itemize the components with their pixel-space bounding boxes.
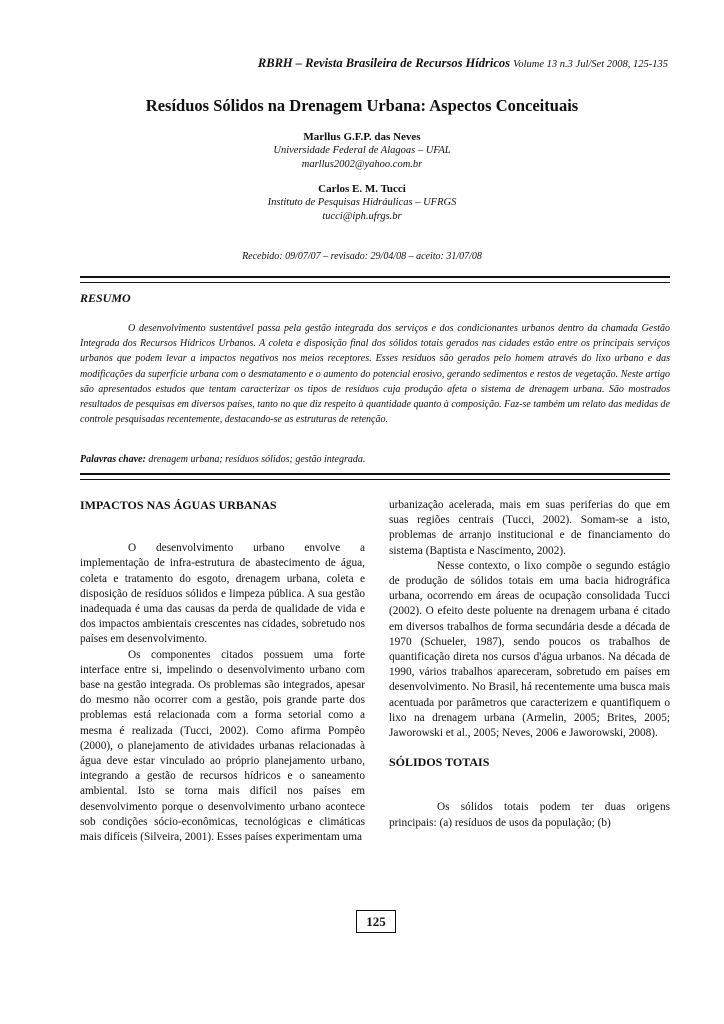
journal-name: RBRH – Revista Brasileira de Recursos Hídricos (257, 56, 511, 70)
received-dates: Recebido: 09/07/07 – revisado: 29/04/08 – aceito: 31/07/08 (242, 251, 482, 262)
body-paragraph: Os componentes citados possuem uma forte interface entre si, impelindo o desenvolvimento urbano com base na gestão integrada. Os problemas são integrados, apesar do mesmo não ocorrer com a gestão, pois grande parte dos problemas está relacionada com a forma setorial como a mesma é realizada (Tucci, 2002). Como afirma Pompêo (2000), o planejamento de atividades urbanas relacionadas à água deve estar vinculado ao próprio planejamento urbano, integrando a gestão de recursos hídricos e o saneamento ambiental. Isto se torna mais difícil nos países em desenvolvimento porque o desenvolvimento urbano acontece sob condições sócio-econômicas, tecnológicas e climáticas mais difíceis (Silveira, 2001). Esses países experimentam uma (80, 648, 365, 844)
body-paragraph-continued: urbanização acelerada, mais em suas periferias do que em suas regiões centrais (Tucci, 2002). Somam-se a isto, problemas de arranjo institucional e de financiamento do sistema (Baptista e Nascimento, 2002). (389, 499, 670, 557)
article-title: Resíduos Sólidos na Drenagem Urbana: Aspectos Conceituais (145, 96, 579, 115)
body-paragraph: O desenvolvimento urbano envolve a implementação de infra-estrutura de abastecimento de água, coleta e tratamento do esgoto, drenagem urbana, coleta e disposição de resíduos sólidos e limpeza pública. A sua gestão inadequada é uma das causas da perda de qualidade de vida e dos impactos ambientais crescentes nas cidades, sobretudo nos países em desenvolvimento. (80, 542, 365, 646)
author-email[interactable]: marllus2002@yahoo.com.br (301, 159, 423, 170)
page-number: 125 (356, 910, 396, 933)
section-heading-solidos: SÓLIDOS TOTAIS (389, 755, 490, 770)
author-name: Carlos E. M. Tucci (318, 183, 406, 195)
author-block (0, 130, 724, 234)
author-name: Marllus G.F.P. das Neves (303, 131, 421, 143)
author-1 (0, 130, 724, 172)
journal-header (258, 56, 668, 71)
abstract-text: O desenvolvimento sustentável passa pela gestão integrada dos serviços e dos condicionantes urbanos dentro da chamada Gestão Integrada dos Recursos Hídricos Urbanos. A coleta e disposição final dos sólidos totais gerados nas cidades estão entre os principais serviços urbanos que podem levar a impactos negativos nos meios receptores. Esses resíduos são gerados pelo homem através do lixo urbano e das modificações da superfície urbana com o desmatamento e o aumento do potencial erosivo, gerando sedimentos e restos de vegetação. Neste artigo são apresentados estudos que tentam caracterizar os tipos de resíduos cuja produção afeta o sistema de drenagem urbana. São mostrados resultados de pesquisas em diversos países, tanto no que diz respeito à quantidade quanto à composição. Faz-se também um relato das medidas de controle pesquisadas recentemente, destacando-se as estruturas de retenção. (80, 323, 670, 426)
journal-volume: Volume 13 n.3 Jul/Set 2008, 125-135 (513, 59, 668, 70)
author-affiliation: Instituto de Pesquisas Hidráulicas – UFRGS (267, 197, 457, 208)
divider-bottom (80, 473, 670, 480)
left-column (80, 498, 365, 845)
keywords-text: drenagem urbana; resíduos sólidos; gestão integrada. (148, 454, 366, 465)
divider-top (80, 276, 670, 283)
abstract-heading: RESUMO (80, 291, 131, 305)
body-paragraph: Nesse contexto, o lixo compõe o segundo estágio de produção de sólidos totais em uma bacia hidrográfica urbana, ocorrendo em áreas de ocupação consolidada Tucci (2002). O efeito deste poluente na drenagem urbana é citado em diversos trabalhos de forma secundária desde a década de 1970 (Schueler, 1987), sendo poucos os trabalhos de quantificação direta nos cursos d'água urbanos. Na década de 1990, vários trabalhos apareceram, sobretudo em países em desenvolvimento. No Brasil, há recentemente uma busca mais acentuada por parâmetros que caracterizem e quantifiquem o lixo na drenagem urbana (Armelin, 2005; Brites, 2005; Jaworowski et al., 2005; Neves, 2006 e Jaworowski, 2008). (389, 559, 670, 740)
author-email[interactable]: tucci@iph.ufrgs.br (322, 211, 402, 222)
keywords (80, 454, 670, 465)
right-column (389, 498, 670, 831)
author-2 (0, 182, 724, 224)
section-heading-impactos: IMPACTOS NAS ÁGUAS URBANAS (80, 498, 277, 512)
author-affiliation: Universidade Federal de Alagoas – UFAL (273, 145, 451, 156)
body-paragraph: Os sólidos totais podem ter duas origens principais: (a) resíduos de usos da população; (b) (389, 801, 670, 829)
keywords-label: Palavras chave: (80, 454, 146, 465)
